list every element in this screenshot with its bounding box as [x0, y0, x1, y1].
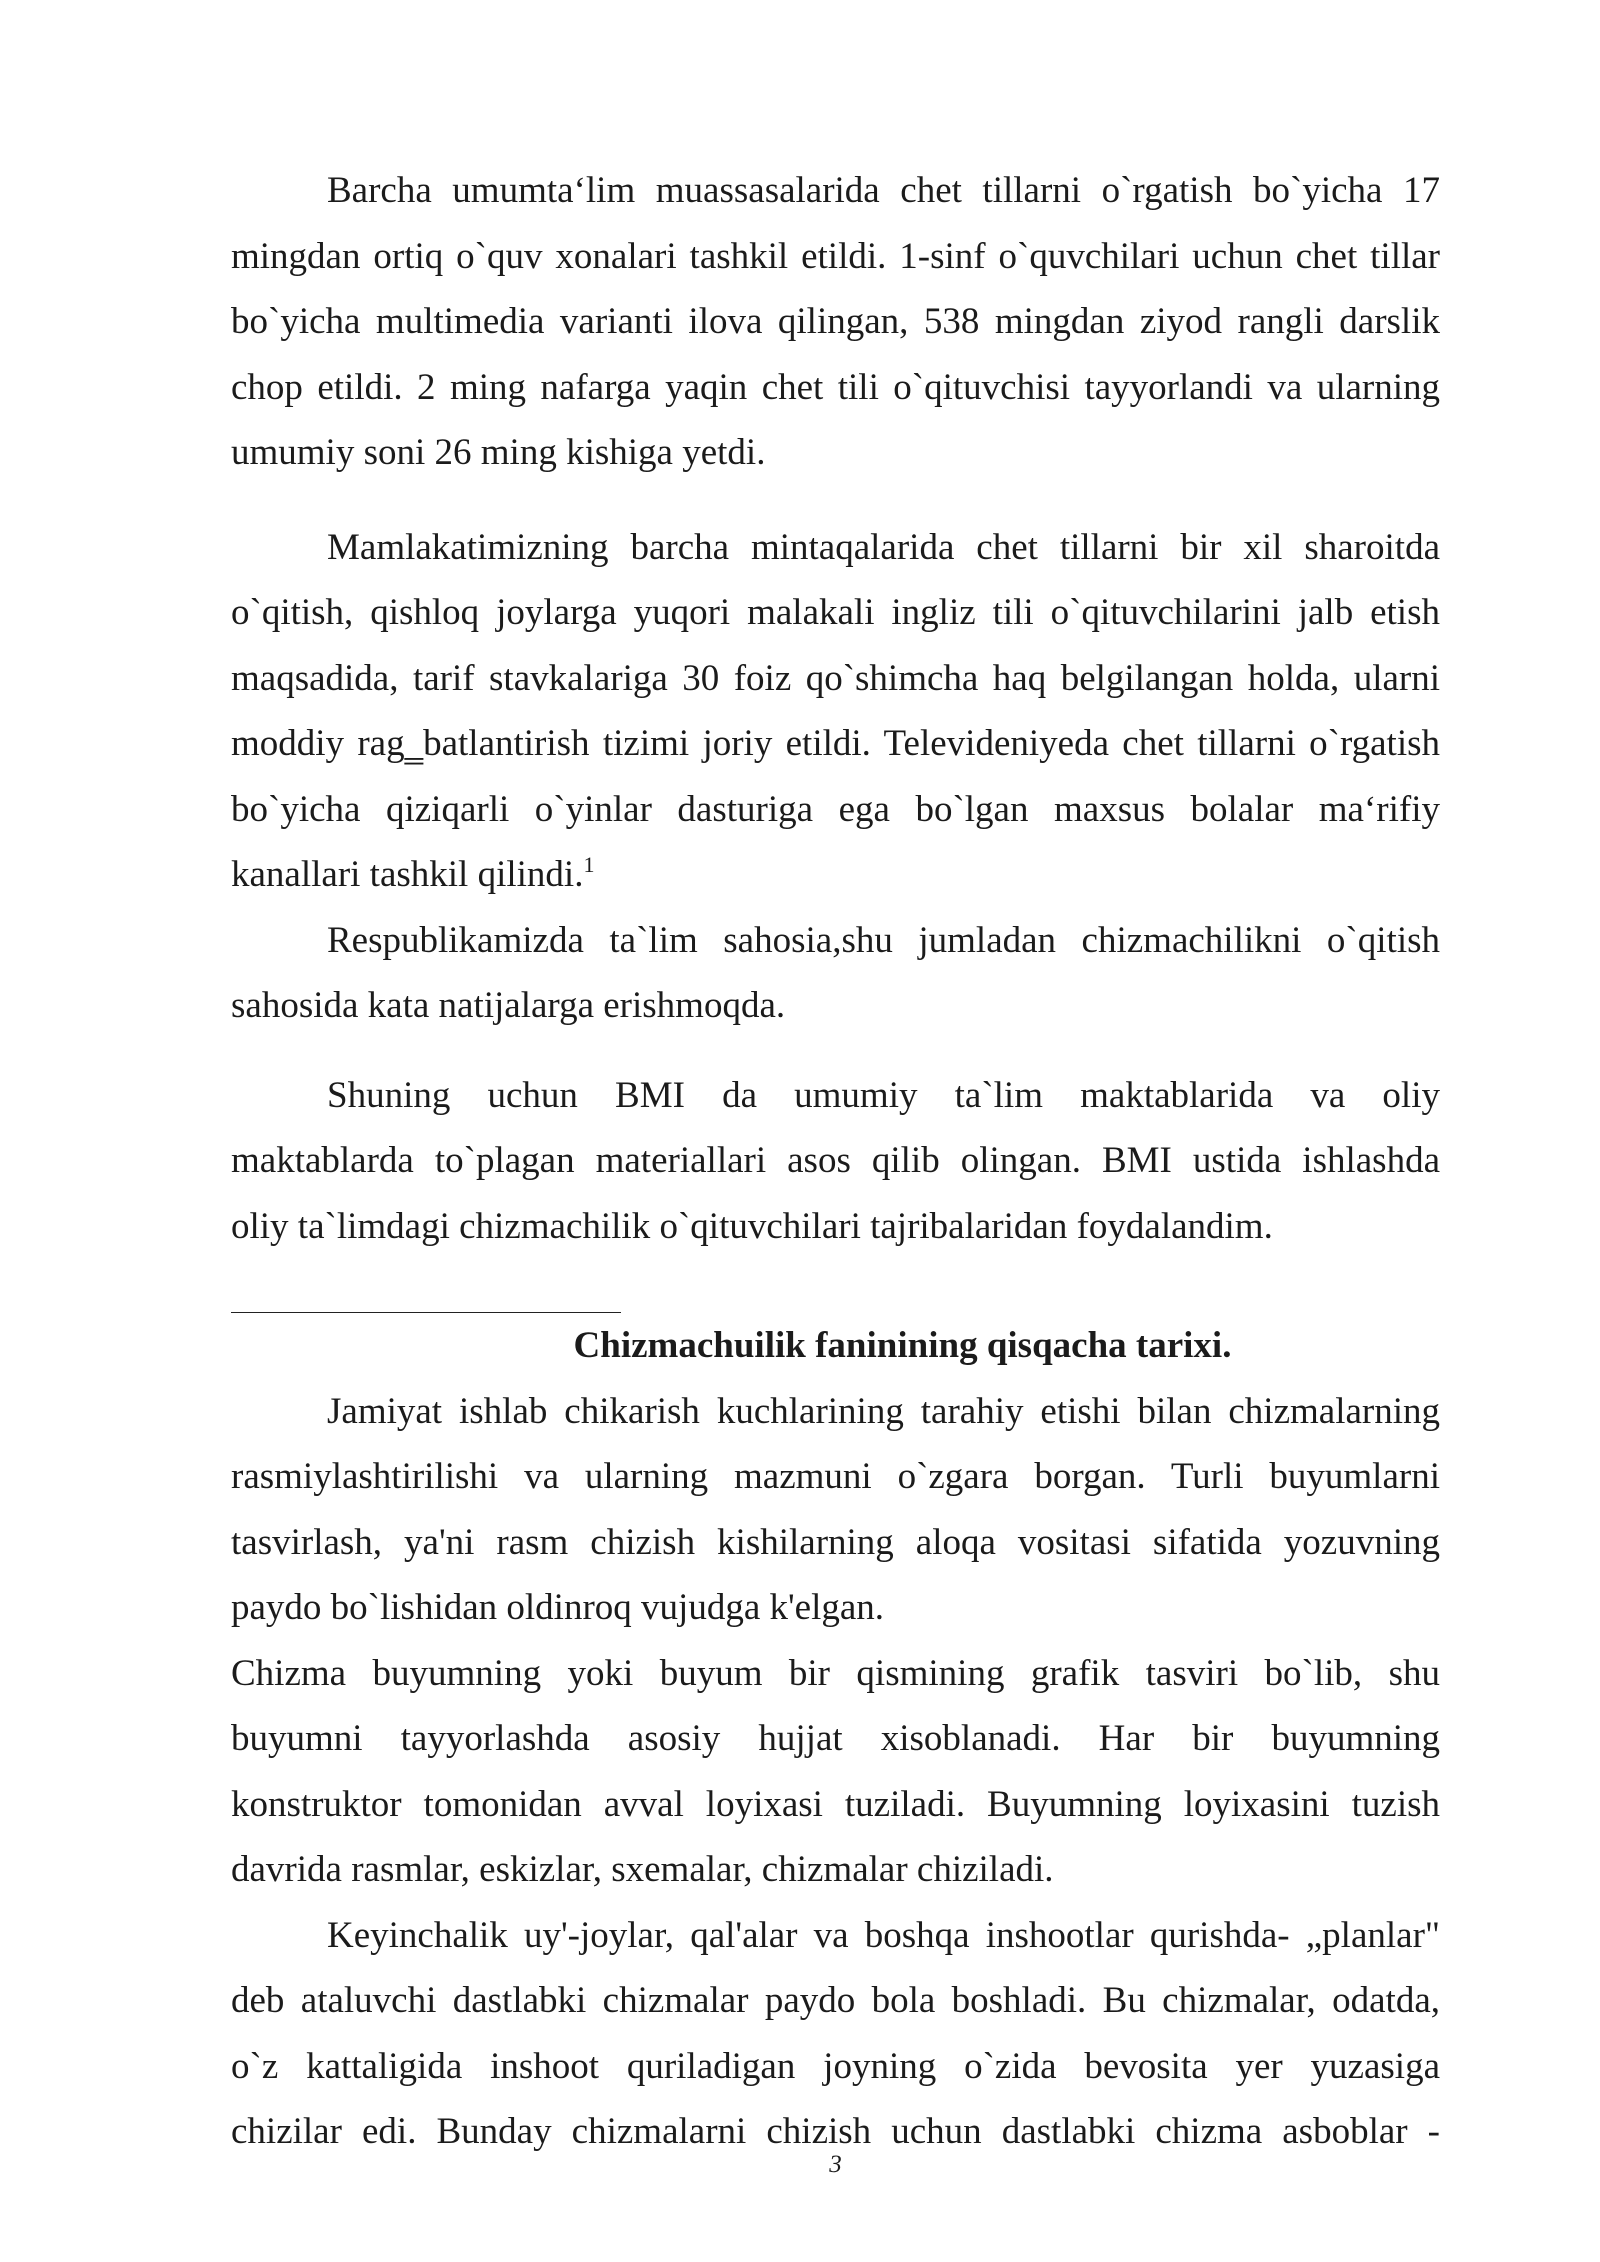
text-line: Chizma buyumning yoki buyum bir qismining grafik tasviri bo`lib, shu: [231, 1652, 1440, 1694]
page-number: 3: [829, 2151, 842, 2178]
text-line: chop etildi. 2 ming nafarga yaqin chet tili o`qituvchisi tayyorlandi va ularning: [231, 366, 1440, 408]
text-line: Respublikamizda ta`lim sahosia,shu jumladan chizmachilikni o`qitish: [327, 919, 1440, 961]
text-line: paydo bo`lishidan oldinroq vujudga k'elgan.: [231, 1587, 885, 1628]
paragraph: [231, 1063, 1440, 1260]
paragraph: [231, 158, 1440, 486]
text-line: maktablarda to`plagan materiallari asos qilib olingan. BMI ustida ishlashda: [231, 1140, 1440, 1181]
paragraph: [231, 1379, 1440, 1641]
text-line: [231, 842, 1440, 908]
text-line: oliy ta`limdagi chizmachilik o`qituvchilari tajribalaridan foydalandim.: [231, 1205, 1273, 1247]
text-line: umumiy soni 26 ming kishiga yetdi.: [231, 432, 766, 473]
footnote-reference: 1: [583, 852, 595, 877]
text-line: konstruktor tomonidan avval loyixasi tuziladi. Buyumning loyixasini tuzish: [231, 1783, 1440, 1825]
text-line: davrida rasmlar, eskizlar, sxemalar, chizmalar chiziladi.: [231, 1849, 1054, 1890]
text-line: mingdan ortiq o`quv xonalari tashkil etildi. 1-sinf o`quvchilari uchun chet tillar: [231, 235, 1440, 277]
text-line: moddiy rag‗batlantirish tizimi joriy etildi. Televideniyeda chet tillarni o`rgatish: [231, 723, 1440, 764]
paragraph: [231, 908, 1440, 1039]
text-line-content: kanallari tashkil qilindi.: [231, 854, 584, 895]
text-line: buyumni tayyorlashda asosiy hujjat xisoblanadi. Har bir buyumning: [231, 1718, 1440, 1759]
footnote-separator: [231, 1312, 621, 1313]
paragraph: [231, 1903, 1440, 2165]
text-line: bo`yicha multimedia varianti ilova qilingan, 538 mingdan ziyod rangli darslik: [231, 301, 1440, 342]
text-line: tasvirlash, ya'ni rasm chizish kishilarning aloqa vositasi sifatida yozuvning: [231, 1521, 1440, 1563]
text-line: Jamiyat ishlab chikarish kuchlarining tarahiy etishi bilan chizmalarning: [327, 1390, 1440, 1432]
text-line: sahosida kata natijalarga erishmoqda.: [231, 985, 786, 1026]
text-line: Mamlakatimizning barcha mintaqalarida chet tillarni bir xil sharoitda: [327, 526, 1440, 568]
text-column: [231, 158, 1440, 2165]
paragraph: [231, 1641, 1440, 1903]
paragraph: [231, 515, 1440, 908]
text-line: Barcha umumta‘lim muassasalarida chet tillarni o`rgatish bo`yicha 17: [327, 170, 1440, 211]
text-line: bo`yicha qiziqarli o`yinlar dasturiga ega bo`lgan maxsus bolalar ma‘rifiy: [231, 788, 1440, 830]
text-line: Keyinchalik uy'-joylar, qal'alar va boshqa inshootlar qurishda- „planlar": [327, 1914, 1440, 1956]
text-line: rasmiylashtirilishi va ularning mazmuni o`zgara borgan. Turli buyumlarni: [231, 1456, 1440, 1497]
text-line: maqsadida, tarif stavkalariga 30 foiz qo`shimcha haq belgilangan holda, ularni: [231, 657, 1440, 699]
section-heading: Chizmachuilik faninining qisqacha tarixi.: [573, 1325, 1232, 1366]
text-line: o`z kattaligida inshoot quriladigan joyning o`zida bevosita yer yuzasiga: [231, 2045, 1440, 2087]
text-line: chizilar edi. Bunday chizmalarni chizish uchun dastlabki chizma asboblar -: [231, 2111, 1440, 2152]
text-line: deb ataluvchi dastlabki chizmalar paydo bola boshladi. Bu chizmalar, odatda,: [231, 1980, 1440, 2021]
text-line: o`qitish, qishloq joylarga yuqori malakali ingliz tili o`qituvchilarini jalb etish: [231, 592, 1440, 633]
text-line: Shuning uchun BMI da umumiy ta`lim maktablarida va oliy: [327, 1074, 1440, 1116]
